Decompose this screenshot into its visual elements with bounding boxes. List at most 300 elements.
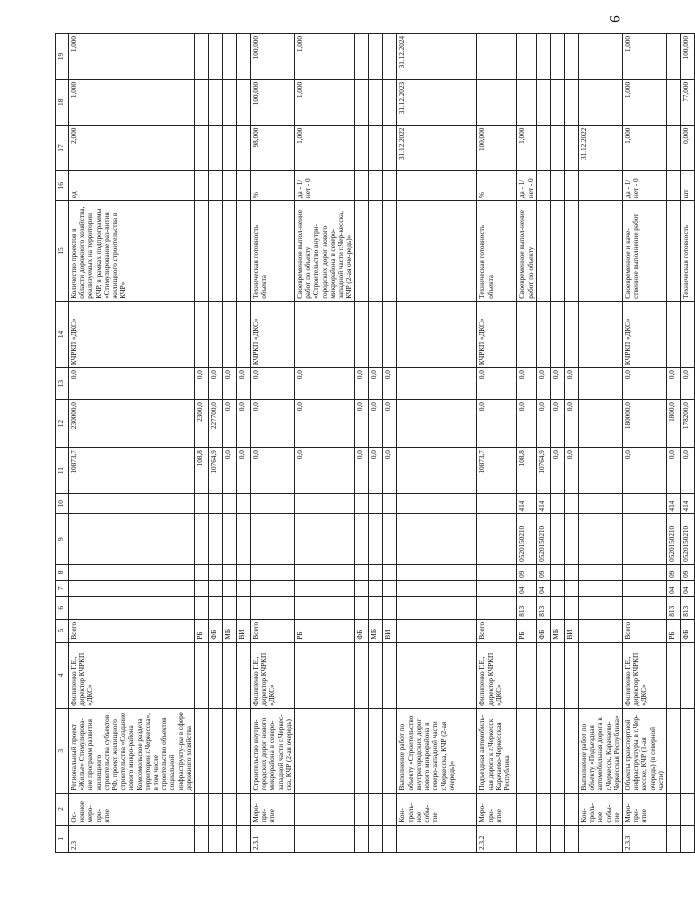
- table-cell: 0,0: [237, 368, 251, 400]
- table-cell: 0,0: [383, 400, 397, 448]
- header-cell: 4: [56, 642, 69, 708]
- table-cell: [397, 201, 477, 302]
- table-row: [195, 34, 209, 853]
- table-cell: [223, 34, 237, 80]
- table-row: [517, 34, 536, 853]
- header-cell: 2: [56, 793, 69, 825]
- table-cell: [397, 493, 477, 514]
- table-cell: [355, 34, 369, 80]
- table-cell: 0,0: [550, 400, 564, 448]
- table-cell: [666, 201, 680, 302]
- table-cell: 0520150210: [536, 514, 550, 564]
- table-cell: [666, 171, 680, 201]
- table-cell: [397, 400, 477, 448]
- table-cell: [295, 642, 355, 708]
- table-row: [69, 34, 195, 853]
- table-cell: [195, 493, 209, 514]
- table-cell: [251, 493, 295, 514]
- table-cell: Выполнение работ по объекту «Подъездная автомобильная дорога к г.Черкесск, Карачаево-Черкесская Республика»: [578, 708, 622, 793]
- table-cell: [477, 79, 517, 125]
- table-cell: [564, 564, 578, 580]
- table-cell: 2300,0: [195, 400, 209, 448]
- table-cell: 0,0: [295, 400, 355, 448]
- table-cell: [369, 201, 383, 302]
- table-cell: Всего: [622, 619, 666, 642]
- table-cell: [195, 596, 209, 619]
- table-cell: 414: [666, 493, 680, 514]
- table-cell: [564, 596, 578, 619]
- table-cell: [223, 596, 237, 619]
- table-cell: РБ: [195, 619, 209, 642]
- table-cell: [69, 514, 195, 564]
- table-cell: [195, 514, 209, 564]
- table-cell: [578, 34, 622, 80]
- table-cell: [517, 708, 536, 793]
- table-cell: [237, 793, 251, 825]
- table-cell: [195, 580, 209, 596]
- table-cell: 178200,0: [680, 400, 694, 448]
- header-cell: 18: [56, 79, 69, 125]
- table-cell: ФБ: [355, 619, 369, 642]
- table-cell: [550, 580, 564, 596]
- table-cell: да - 1/ нет - 0: [622, 171, 666, 201]
- table-cell: [564, 642, 578, 708]
- table-cell: [578, 642, 622, 708]
- table-cell: Филипенко Г.Е., директор КЧРКП «ДКС»: [69, 642, 195, 708]
- table-cell: Выполнение работ по объекту «Строительство внутригородских дорог нового микрорайона в северо-западной части г.Черкесска, КЧР (2-ая очередь)»: [397, 708, 477, 793]
- table-cell: [680, 793, 694, 825]
- table-cell: [209, 301, 223, 367]
- table-cell: [550, 79, 564, 125]
- table-cell: [536, 34, 550, 80]
- table-cell: [355, 825, 369, 852]
- header-row: [56, 34, 69, 853]
- table-row: [383, 34, 397, 853]
- table-cell: [237, 79, 251, 125]
- table-cell: 0,0: [622, 368, 666, 400]
- table-cell: [383, 564, 397, 580]
- table-cell: 04: [517, 580, 536, 596]
- table-cell: [223, 564, 237, 580]
- table-cell: [369, 708, 383, 793]
- table-cell: 0,0: [383, 448, 397, 494]
- table-cell: [477, 514, 517, 564]
- table-cell: [383, 493, 397, 514]
- table-cell: [666, 793, 680, 825]
- table-cell: [223, 125, 237, 171]
- header-cell: 16: [56, 171, 69, 201]
- table-cell: [295, 514, 355, 564]
- table-cell: [237, 596, 251, 619]
- table-cell: [383, 793, 397, 825]
- header-cell: 5: [56, 619, 69, 642]
- table-cell: [550, 708, 564, 793]
- table-cell: [369, 34, 383, 80]
- table-cell: 09: [680, 564, 694, 580]
- table-cell: [209, 564, 223, 580]
- table-cell: 0,0: [295, 448, 355, 494]
- table-cell: КЧРКП «ДКС»: [477, 301, 517, 367]
- table-row: [397, 34, 477, 853]
- table-cell: [622, 564, 666, 580]
- table-cell: Своевременное и каче-ственное выполнение работ: [622, 201, 666, 302]
- table-cell: [477, 564, 517, 580]
- header-cell: 13: [56, 368, 69, 400]
- table-cell: 0,0: [355, 400, 369, 448]
- table-cell: [195, 642, 209, 708]
- table-cell: [209, 642, 223, 708]
- table-cell: [369, 301, 383, 367]
- table-cell: [536, 793, 550, 825]
- table-cell: КЧРКП «ДКС»: [622, 301, 666, 367]
- table-cell: [564, 580, 578, 596]
- table-cell: [369, 564, 383, 580]
- table-cell: 0,0: [223, 368, 237, 400]
- table-cell: Количество проектов в области дорожного хозяйства, реализуемых на территории КЧР, в рамках подпрограммы «Стимулирование раз-вития жилищного строительства в КЧР»: [69, 201, 195, 302]
- table-cell: [383, 301, 397, 367]
- table-row: [295, 34, 355, 853]
- table-cell: [536, 201, 550, 302]
- table-cell: РБ: [666, 619, 680, 642]
- table-cell: 31.12.2024: [397, 34, 477, 80]
- table-cell: Кон- троль- ное собы- тие: [578, 793, 622, 825]
- table-cell: 0,0: [209, 368, 223, 400]
- table-cell: [295, 825, 355, 852]
- table-cell: 1,000: [517, 125, 536, 171]
- table-cell: [477, 596, 517, 619]
- table-cell: [209, 125, 223, 171]
- header-cell: 11: [56, 448, 69, 494]
- table-cell: [195, 79, 209, 125]
- table-cell: [536, 79, 550, 125]
- table-cell: [517, 301, 536, 367]
- table-cell: [578, 596, 622, 619]
- table-cell: [550, 825, 564, 852]
- table-cell: [550, 514, 564, 564]
- table-cell: [397, 301, 477, 367]
- header-cell: 3: [56, 708, 69, 793]
- table-cell: %: [251, 171, 295, 201]
- table-cell: 09: [536, 564, 550, 580]
- table-cell: Ос- новное меро- при- ятие: [69, 793, 195, 825]
- table-cell: [564, 34, 578, 80]
- header-cell: 15: [56, 201, 69, 302]
- table-cell: Филипенко Г.Е., директор КЧРКП «ДКС»: [622, 642, 666, 708]
- table-cell: [578, 201, 622, 302]
- table-cell: 0,0: [536, 368, 550, 400]
- table-cell: [223, 171, 237, 201]
- table-cell: [564, 514, 578, 564]
- table-cell: 227700,0: [209, 400, 223, 448]
- table-cell: [666, 34, 680, 80]
- table-cell: [383, 125, 397, 171]
- table-cell: [383, 201, 397, 302]
- table-cell: МБ: [369, 619, 383, 642]
- table-cell: [680, 708, 694, 793]
- table-cell: [223, 514, 237, 564]
- table-cell: ФБ: [209, 619, 223, 642]
- table-cell: 0,0: [223, 400, 237, 448]
- table-cell: [355, 79, 369, 125]
- table-row: [355, 34, 369, 853]
- table-cell: [209, 493, 223, 514]
- table-cell: Региональный проект «Жилье» Стимулирова-ние программ развития жилищного строительства субъектов РФ, проект жилищного строительства «Создание нового микро-района Комсомольское раздела территории г.Черкесска», в том числе строительство объектов социальной инфраструкту-ры в сфере дорожного хозяйства: [69, 708, 195, 793]
- table-cell: [578, 514, 622, 564]
- table-cell: 0,0: [251, 368, 295, 400]
- table-cell: [355, 301, 369, 367]
- table-cell: ВИ: [383, 619, 397, 642]
- table-cell: [564, 125, 578, 171]
- table-cell: 108,8: [517, 448, 536, 494]
- table-cell: [397, 642, 477, 708]
- table-cell: [209, 793, 223, 825]
- table-cell: 0,0: [237, 400, 251, 448]
- table-cell: Всего: [69, 619, 195, 642]
- table-cell: 0,0: [383, 368, 397, 400]
- table-cell: Филипенко Г.Е., директор КЧРКП «ДКС»: [477, 642, 517, 708]
- rotated-table-wrapper: [55, 33, 690, 853]
- table-cell: [69, 493, 195, 514]
- table-cell: КЧРКП «ДКС»: [251, 301, 295, 367]
- table-cell: [578, 580, 622, 596]
- table-cell: [251, 514, 295, 564]
- table-cell: [355, 580, 369, 596]
- table-cell: Меро- при- ятие: [622, 793, 666, 825]
- table-cell: 414: [517, 493, 536, 514]
- table-cell: [517, 642, 536, 708]
- table-cell: [237, 642, 251, 708]
- table-cell: [295, 708, 355, 793]
- table-cell: [477, 580, 517, 596]
- table-cell: ВИ: [237, 619, 251, 642]
- table-cell: 0,0: [622, 448, 666, 494]
- table-cell: 0520150210: [680, 514, 694, 564]
- table-cell: [369, 793, 383, 825]
- table-cell: [223, 793, 237, 825]
- table-cell: [237, 564, 251, 580]
- table-cell: 0,0: [666, 368, 680, 400]
- table-cell: 1,000: [295, 125, 355, 171]
- table-cell: 0,0: [251, 400, 295, 448]
- table-cell: 0,0: [550, 368, 564, 400]
- table-cell: [355, 125, 369, 171]
- table-cell: Техническая готовность: [680, 201, 694, 302]
- table-cell: 414: [680, 493, 694, 514]
- table-row: [237, 34, 251, 853]
- table-cell: 04: [680, 580, 694, 596]
- table-cell: [355, 642, 369, 708]
- table-cell: 0,0: [355, 368, 369, 400]
- table-cell: [622, 514, 666, 564]
- table-cell: [550, 793, 564, 825]
- table-cell: [237, 493, 251, 514]
- table-cell: [550, 301, 564, 367]
- table-cell: [237, 580, 251, 596]
- table-cell: 0,0: [564, 448, 578, 494]
- table-cell: [355, 493, 369, 514]
- table-cell: 10764,9: [209, 448, 223, 494]
- table-cell: 0,0: [251, 448, 295, 494]
- table-cell: Своевременное выпол-нение работ по объекту «Строительство внутри-городских дорог нового микрорайона в северо-западной части г.Чер-кесска, КЧР (2-ая оче-редь)»: [295, 201, 355, 302]
- table-cell: [195, 564, 209, 580]
- table-cell: 04: [536, 580, 550, 596]
- table-cell: [383, 514, 397, 564]
- table-cell: 1,000: [622, 125, 666, 171]
- table-cell: [578, 564, 622, 580]
- table-cell: [195, 125, 209, 171]
- table-cell: [680, 301, 694, 367]
- table-row: [550, 34, 564, 853]
- table-cell: [564, 171, 578, 201]
- table-cell: 2.3.2: [477, 825, 517, 852]
- table-row: [666, 34, 680, 853]
- table-cell: [397, 514, 477, 564]
- table-cell: [680, 642, 694, 708]
- table-cell: [564, 201, 578, 302]
- table-cell: 1,000: [69, 79, 195, 125]
- table-cell: [369, 642, 383, 708]
- table-row: [477, 34, 517, 853]
- table-cell: ФБ: [680, 619, 694, 642]
- table-cell: [397, 171, 477, 201]
- table-cell: [369, 171, 383, 201]
- table-cell: 1,000: [295, 79, 355, 125]
- table-cell: Строительство внутри-городских дорог нового микрорайона в северо-западной части г.Черкес-ска, КЧР (2-ая очередь): [251, 708, 295, 793]
- table-cell: [295, 580, 355, 596]
- table-cell: [397, 448, 477, 494]
- table-cell: РБ: [517, 619, 536, 642]
- table-cell: 0,000: [680, 125, 694, 171]
- table-cell: 31.12.2023: [397, 79, 477, 125]
- table-cell: [383, 34, 397, 80]
- table-cell: [397, 596, 477, 619]
- table-cell: 31.12.2022: [397, 125, 477, 171]
- table-cell: 414: [536, 493, 550, 514]
- table-cell: 98,000: [251, 125, 295, 171]
- table-cell: Техническая готовность объекта: [477, 201, 517, 302]
- header-cell: 17: [56, 125, 69, 171]
- table-cell: 0,0: [355, 448, 369, 494]
- table-cell: [195, 34, 209, 80]
- table-cell: [223, 580, 237, 596]
- table-cell: [536, 708, 550, 793]
- table-cell: [397, 580, 477, 596]
- table-cell: [622, 493, 666, 514]
- table-cell: Филипенко Г.Е., директор КЧРКП «ДКС»: [251, 642, 295, 708]
- table-cell: [578, 301, 622, 367]
- table-cell: [223, 825, 237, 852]
- table-cell: [369, 596, 383, 619]
- table-cell: 100,000: [680, 34, 694, 80]
- table-cell: [295, 493, 355, 514]
- table-cell: Подъездная автомобиль-ная дорога к г.Черкесск Карачаево-Черкесская Республика: [477, 708, 517, 793]
- table-cell: [564, 301, 578, 367]
- table-cell: Всего: [477, 619, 517, 642]
- table-cell: да - 1/ нет - 0: [295, 171, 355, 201]
- table-cell: 108,8: [195, 448, 209, 494]
- table-cell: [237, 201, 251, 302]
- table-cell: [383, 580, 397, 596]
- table-cell: 2.3.1: [251, 825, 295, 852]
- table-cell: [209, 171, 223, 201]
- table-cell: 813: [536, 596, 550, 619]
- table-cell: [355, 596, 369, 619]
- table-row: [209, 34, 223, 853]
- table-cell: [209, 34, 223, 80]
- table-cell: [536, 301, 550, 367]
- table-cell: [223, 79, 237, 125]
- table-cell: 0,0: [369, 368, 383, 400]
- table-cell: 0,0: [223, 448, 237, 494]
- table-cell: [477, 493, 517, 514]
- table-cell: 10764,9: [536, 448, 550, 494]
- table-cell: 10873,7: [477, 448, 517, 494]
- table-row: [251, 34, 295, 853]
- table-cell: [237, 825, 251, 852]
- table-cell: [550, 493, 564, 514]
- table-cell: 0,0: [680, 368, 694, 400]
- table-row: [578, 34, 622, 853]
- table-cell: 0,0: [369, 448, 383, 494]
- table-cell: 0,0: [536, 400, 550, 448]
- header-cell: 8: [56, 564, 69, 580]
- table-cell: 813: [517, 596, 536, 619]
- program-table: [55, 33, 695, 853]
- table-cell: 0,0: [550, 448, 564, 494]
- header-cell: 14: [56, 301, 69, 367]
- table-cell: 1,000: [69, 34, 195, 80]
- table-cell: [209, 201, 223, 302]
- table-cell: [550, 125, 564, 171]
- table-cell: 10873,7: [69, 448, 195, 494]
- table-cell: Меро- при- ятие: [251, 793, 295, 825]
- table-cell: Техническая готовность объекта: [251, 201, 295, 302]
- table-cell: 0,0: [564, 400, 578, 448]
- table-cell: 0,0: [369, 400, 383, 448]
- table-row: [564, 34, 578, 853]
- table-cell: %: [477, 171, 517, 201]
- table-cell: [295, 301, 355, 367]
- table-cell: ВИ: [564, 619, 578, 642]
- table-cell: [369, 125, 383, 171]
- table-cell: 0,0: [477, 368, 517, 400]
- table-cell: КЧРКП «ДКС»: [69, 301, 195, 367]
- header-cell: 19: [56, 34, 69, 80]
- table-cell: [666, 79, 680, 125]
- table-cell: [237, 708, 251, 793]
- table-cell: [237, 125, 251, 171]
- table-cell: [383, 708, 397, 793]
- table-cell: ед: [69, 171, 195, 201]
- table-cell: [237, 171, 251, 201]
- table-cell: МБ: [550, 619, 564, 642]
- table-cell: [564, 708, 578, 793]
- table-cell: [578, 79, 622, 125]
- table-cell: [237, 514, 251, 564]
- table-cell: [666, 642, 680, 708]
- table-cell: [295, 596, 355, 619]
- table-cell: [195, 301, 209, 367]
- table-cell: 230000,0: [69, 400, 195, 448]
- table-cell: [578, 825, 622, 852]
- table-cell: 0,0: [195, 368, 209, 400]
- table-cell: 09: [517, 564, 536, 580]
- table-cell: [195, 171, 209, 201]
- table-cell: [251, 596, 295, 619]
- table-cell: [383, 171, 397, 201]
- table-cell: РБ: [295, 619, 355, 642]
- table-row: [369, 34, 383, 853]
